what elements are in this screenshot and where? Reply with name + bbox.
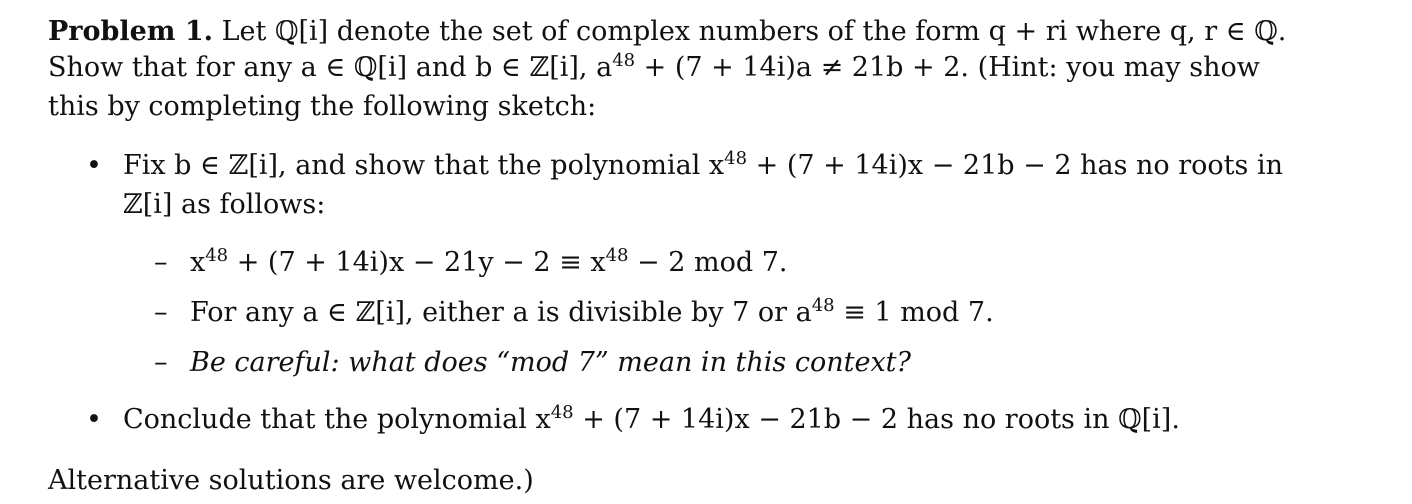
sub-item-1-a: x <box>190 247 206 278</box>
sub-item-1-b: + (7 + 14i)x − 21y − 2 ≡ x <box>228 247 606 278</box>
sub-item-3-text: Be careful: what does “mod 7” mean in this context? <box>190 347 911 378</box>
sub-item-3 <box>48 345 1388 381</box>
dash-icon: – <box>154 347 168 378</box>
exponent-48: 48 <box>724 148 748 169</box>
closing-line <box>48 463 1388 499</box>
exponent-48: 48 <box>612 50 636 71</box>
bullet-item-1-line-2 <box>48 187 1388 223</box>
problem-label: Problem 1. <box>48 16 214 47</box>
problem-statement-line-3: this by completing the following sketch: <box>48 91 597 122</box>
closing-text: Alternative solutions are welcome.) <box>48 465 534 496</box>
exponent-48: 48 <box>605 245 629 266</box>
bullet-1-line-2: ℤ[i] as follows: <box>123 189 326 220</box>
bullet-item-1 <box>48 148 1388 187</box>
problem-statement-line-2a: Show that for any a ∈ ℚ[i] and b ∈ ℤ[i], a <box>48 52 613 83</box>
sub-item-2-a: For any a ∈ ℤ[i], either a is divisible by 7 or a <box>190 297 812 328</box>
dash-icon: – <box>154 247 168 278</box>
dash-icon: – <box>154 297 168 328</box>
problem-statement-line-1: Let ℚ[i] denote the set of complex numbers of the form q + ri where q, r ∈ ℚ. <box>221 16 1287 47</box>
problem-line-2 <box>48 50 1388 89</box>
sub-item-2-b: ≡ 1 mod 7. <box>834 297 994 328</box>
bullet-icon: • <box>86 150 102 181</box>
problem-document <box>48 14 1388 499</box>
bullet-2-line-1a: Conclude that the polynomial x <box>123 404 551 435</box>
exponent-48: 48 <box>205 245 229 266</box>
problem-line-3 <box>48 89 1388 125</box>
sub-item-2 <box>48 295 1388 334</box>
sub-item-1 <box>48 245 1388 284</box>
bullet-1-line-1b: + (7 + 14i)x − 21b − 2 has no roots in <box>747 150 1283 181</box>
bullet-icon: • <box>86 404 102 435</box>
sub-item-1-c: − 2 mod 7. <box>628 247 788 278</box>
bullet-item-2 <box>48 402 1388 441</box>
exponent-48: 48 <box>811 295 835 316</box>
exponent-48: 48 <box>550 402 574 423</box>
bullet-1-line-1a: Fix b ∈ ℤ[i], and show that the polynomial x <box>123 150 725 181</box>
problem-statement-line-2b: + (7 + 14i)a ≠ 21b + 2. (Hint: you may show <box>635 52 1260 83</box>
problem-line-1 <box>48 14 1388 50</box>
bullet-2-line-1b: + (7 + 14i)x − 21b − 2 has no roots in ℚ[i]. <box>573 404 1180 435</box>
